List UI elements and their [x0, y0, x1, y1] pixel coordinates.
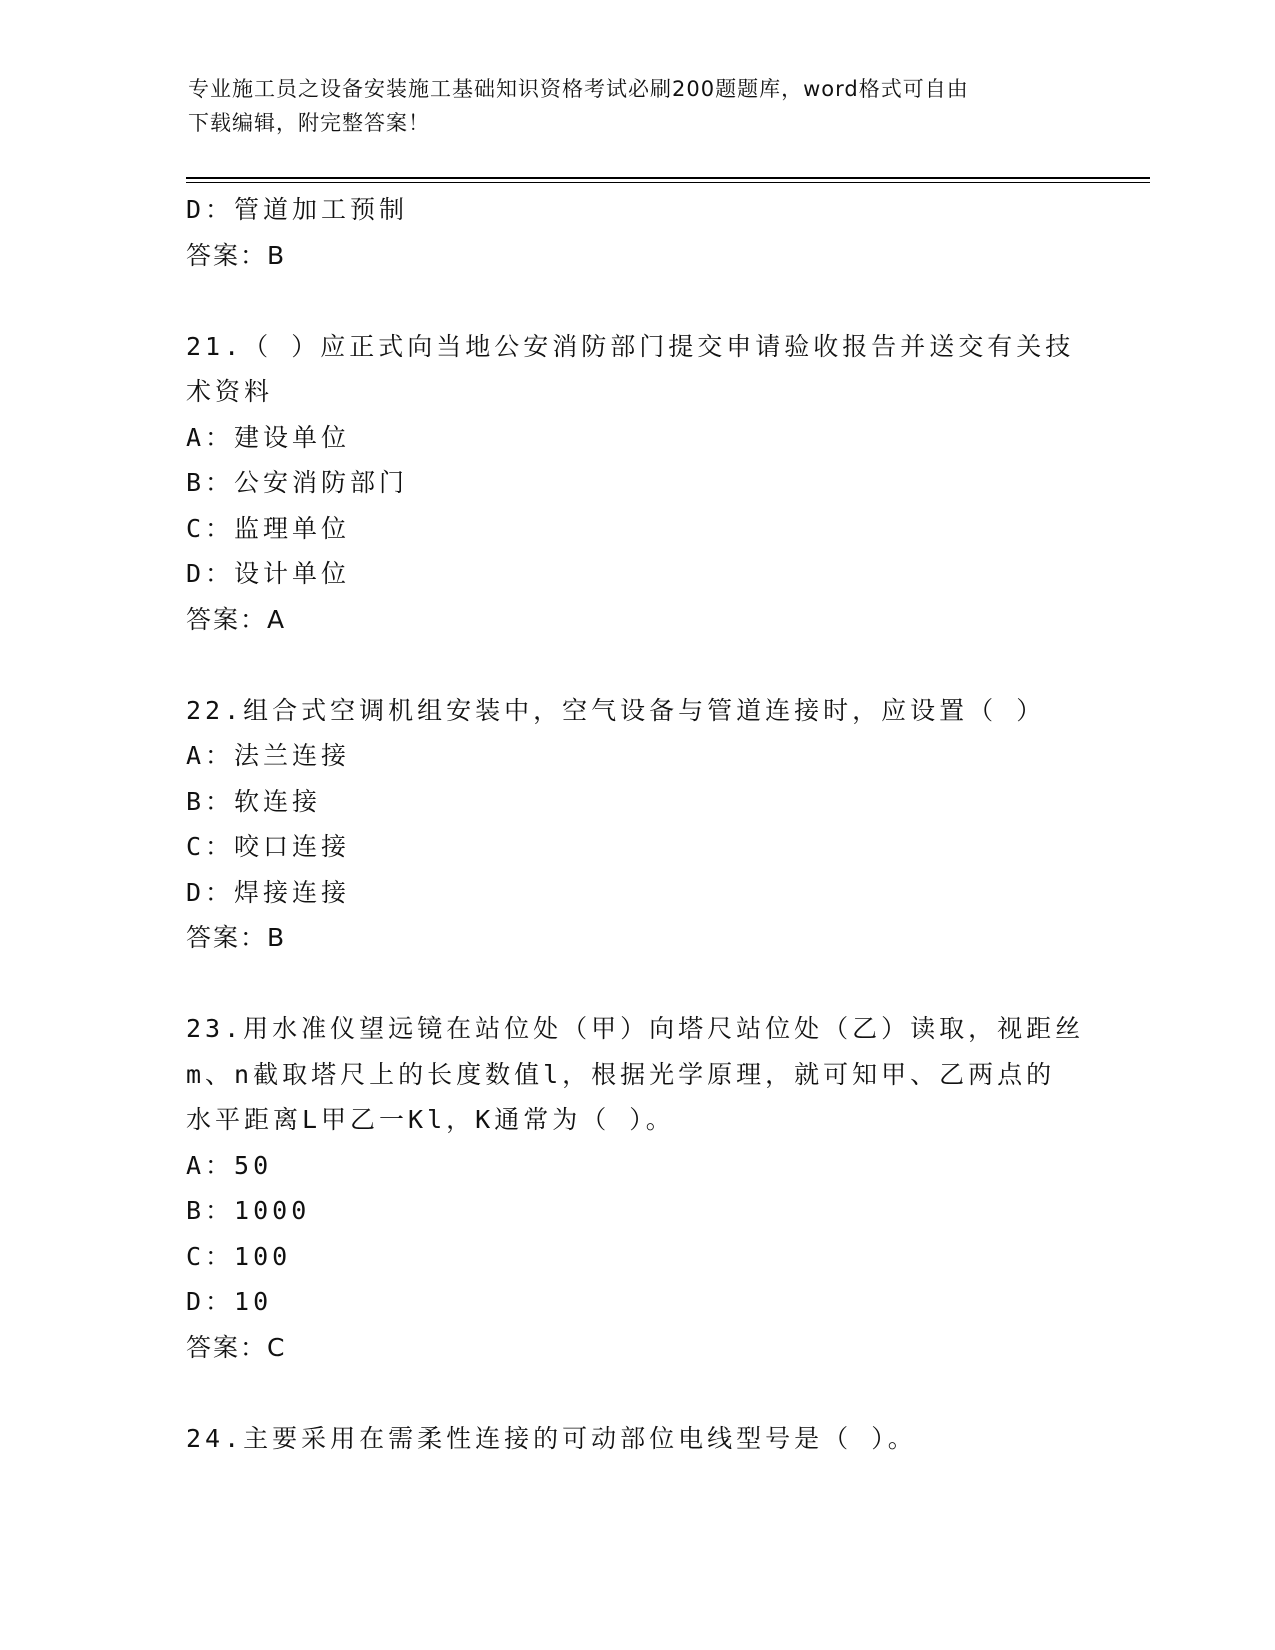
spacer	[186, 1370, 1086, 1416]
answer: 答案：A	[186, 604, 287, 634]
question-text: 22.组合式空调机组安装中，空气设备与管道连接时，应设置（ ）	[186, 695, 1046, 725]
question-text: 水平距离L甲乙一Kl，K通常为（ ）。	[186, 1105, 675, 1134]
option-d: D：焊接连接	[186, 877, 351, 907]
answer: 答案：C	[186, 1332, 287, 1362]
option-d: D：管道加工预制	[186, 195, 409, 224]
option-c: C：100	[186, 1241, 292, 1271]
answer: 答案：B	[186, 240, 287, 270]
option-a: A：法兰连接	[186, 741, 351, 770]
option-d: D：设计单位	[186, 559, 351, 588]
option-b: B：1000	[186, 1196, 311, 1225]
header-rule-thick	[186, 177, 1150, 179]
option-b: B：软连接	[186, 786, 322, 816]
question-content	[186, 187, 1086, 1461]
header-line-1: 专业施工员之设备安装施工基础知识资格考试必刷200题题库，word格式可自由	[188, 77, 969, 101]
header-rule-thin	[186, 182, 1150, 183]
question-24	[186, 1416, 1086, 1462]
option-a: A：50	[186, 1150, 273, 1180]
question-text: 术资料	[186, 377, 274, 406]
option-b: B：公安消防部门	[186, 468, 409, 497]
option-c: C：咬口连接	[186, 832, 351, 861]
answer: 答案：B	[186, 923, 287, 952]
option-d: D：10	[186, 1287, 273, 1316]
question-22	[186, 688, 1086, 961]
question-21	[186, 324, 1086, 643]
spacer	[186, 278, 1086, 324]
question-text: 21.（ ）应正式向当地公安消防部门提交申请验收报告并送交有关技	[186, 331, 1075, 361]
header-line-2: 下载编辑，附完整答案！	[188, 111, 430, 135]
spacer	[186, 961, 1086, 1007]
question-text: 23.用水准仪望远镜在站位处（甲）向塔尺站位处（乙）读取，视距丝	[186, 1014, 1085, 1043]
question-23	[186, 1006, 1086, 1370]
option-c: C：监理单位	[186, 513, 351, 543]
document-header	[188, 72, 1088, 140]
question-text: m、n截取塔尺上的长度数值l，根据光学原理，就可知甲、乙两点的	[186, 1059, 1056, 1089]
question-text: 24.主要采用在需柔性连接的可动部位电线型号是（ ）。	[186, 1423, 917, 1453]
option-a: A：建设单位	[186, 422, 351, 452]
previous-question-tail	[186, 187, 1086, 278]
spacer	[186, 642, 1086, 688]
